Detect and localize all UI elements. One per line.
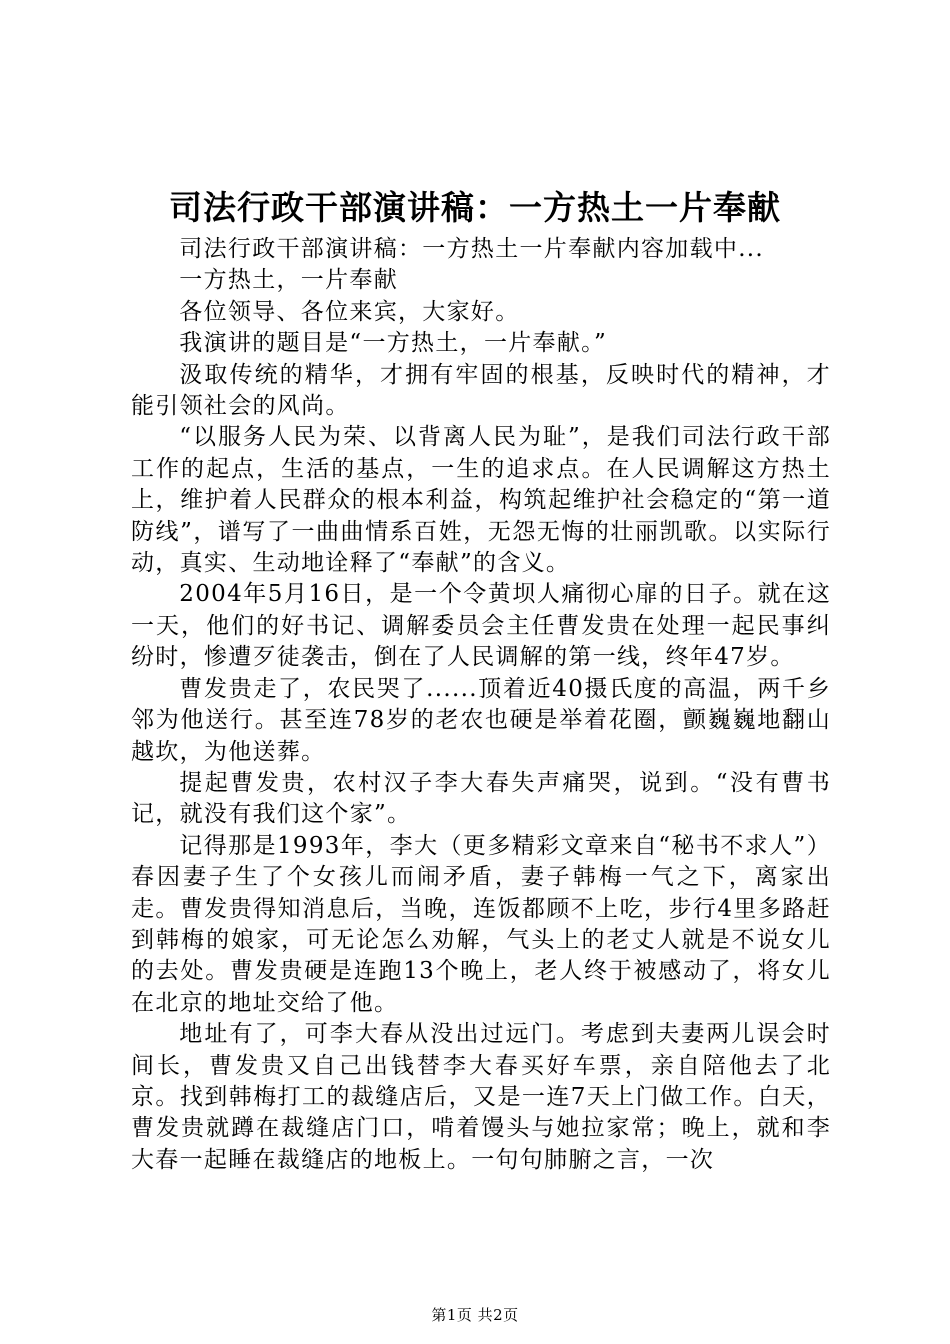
paragraph: 我演讲的题目是“一方热土，一片奉献。” — [179, 330, 608, 357]
paragraph: 司法行政干部演讲稿：一方热土一片奉献内容加载中... — [179, 236, 765, 262]
paragraph: 记得那是1993年，李大（更多精彩文章来自“秘书不求人”）春因妻子生了个女孩儿而闹矛盾，妻子韩梅一气之下，离家出走。曹发贵得知消息后，当晚，连饭都顾不上吃，步行4里多路赶到韩梅的娘家，可无论怎么劝解，气头上的老丈人就是不说女儿的去处。曹发贵硬是连跑13个晚上，老人终于被感动了，将女儿在北京的地址交给了他。 — [131, 832, 831, 1016]
paragraph: “以服务人民为荣、以背离人民为耻”，是我们司法行政干部工作的起点，生活的基点，一生的追求点。在人民调解这方热土上，维护着人民群众的根本利益，构筑起维护社会稳定的“第一道防线”，谱写了一曲曲情系百姓，无怨无悔的壮丽凯歌。以实际行动，真实、生动地诠释了“奉献”的含义。 — [131, 424, 831, 577]
paragraph: 地址有了，可李大春从没出过远门。考虑到夫妻两儿误会时间长，曹发贵又自己出钱替李大春买好车票，亲自陪他去了北京。找到韩梅打工的裁缝店后，又是一连7天上门做工作。白天，曹发贵就蹲在裁缝店门口，啃着馒头与她拉家常；晚上，就和李大春一起睡在裁缝店的地板上。一句句肺腑之言，一次 — [131, 1021, 831, 1173]
paragraph: 各位领导、各位来宾，大家好。 — [179, 298, 520, 325]
document-title: 司法行政干部演讲稿：一方热土一片奉献 — [169, 188, 781, 227]
document-body — [131, 234, 831, 1176]
page-number-footer: 第1页 共2页 — [431, 1306, 519, 1324]
paragraph: 汲取传统的精华，才拥有牢固的根基，反映时代的精神，才能引领社会的风尚。 — [131, 361, 831, 420]
paragraph: 曹发贵走了，农民哭了......顶着近40摄氏度的高温，两千乡邻为他送行。甚至连78岁的老农也硬是举着花圈，颤巍巍地翻山越坎，为他送葬。 — [131, 675, 831, 765]
paragraph: 提起曹发贵，农村汉子李大春失声痛哭，说到。“没有曹书记，就没有我们这个家”。 — [131, 769, 831, 828]
paragraph: 2004年5月16日，是一个令黄坝人痛彻心扉的日子。就在这一天，他们的好书记、调解委员会主任曹发贵在处理一起民事纠纷时，惨遭歹徒袭击，倒在了人民调解的第一线，终年47岁。 — [131, 581, 831, 671]
paragraph: 一方热土，一片奉献 — [179, 267, 398, 294]
